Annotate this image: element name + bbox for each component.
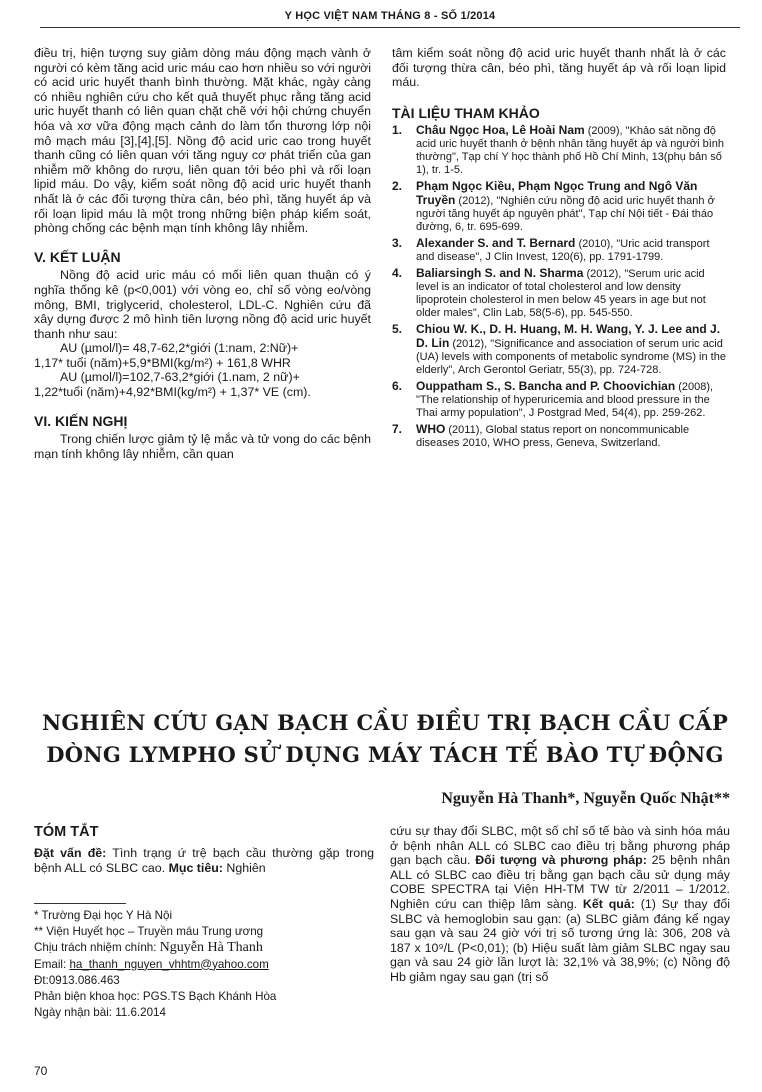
- formula-1-line-2: 1,17* tuổi (năm)+5,9*BMI(kg/m²) + 161,8 WHR: [34, 355, 291, 370]
- reference-authors: Ouppatham S., S. Bancha and P. Choovichian: [416, 379, 676, 394]
- reference-body: [416, 180, 726, 234]
- references-heading: TÀI LIỆU THAM KHẢO: [392, 104, 540, 121]
- abstract-heading: TÓM TẮT: [34, 824, 99, 840]
- reference-authors: Chiou W. K., D. H. Huang, M. H. Wang, Y. J. Lee and J. D. Lin: [416, 322, 721, 351]
- reference-number: 3.: [392, 236, 403, 251]
- reference-details: (2012), "Serum uric acid level is an indicator of total cholesterol and low density lipoprotein cholesterol in men below 45 years in age but not older males", Clin Lab, 58(5-6), pp. 545-550.: [416, 268, 706, 320]
- reference-number: 4.: [392, 266, 403, 281]
- reference-body: [416, 237, 726, 264]
- reference-authors: WHO: [416, 422, 446, 437]
- abstract-methods: 25 bệnh nhân ALL có SLBC cao điều trị bằng gạn bạch cầu sử dụng máy COBE SPECTRA tại Viện HH-TM TW từ 2/2011 – 1/2012. Nghiên cứu can thiệp lâm sàng.: [390, 853, 730, 911]
- corresponding-name: Nguyễn Hà Thanh: [159, 940, 263, 956]
- abstract-objective: Nghiên: [222, 860, 266, 875]
- continued-paragraph: điều trị, hiện tượng suy giảm dòng máu động mạch vành ở người có kèm tăng acid uric máu cao hơn nhiều so với người có acid uric huyết thanh bình thường. Mặt khác, ngày càng có nhiều nghiên cứu cho kết quả thuyết phục rằng tăng acid uric huyết thanh có liên quan chặt chẽ với hội chứng chuyển hóa và xơ vữa động mạch cảnh do làm tổn thương lớp nội mô mạch máu [3],[4],[5]. Nồng độ acid uric cao trong huyết thanh cũng có liên quan với tăng nguy cơ phát triển của gan nhiễm mỡ không do rượu, liên quan tới béo phì và rối loạn lipid máu. Do vậy, kiểm soát nồng độ acid uric huyết thanh nhất là ở các đối tượng thừa cân, béo phì, tăng huyết áp và rối loạn lipid máu là một trong những biện pháp kiểm soát, phòng chống các bệnh mạn tính không lây nhiễm.: [34, 46, 371, 236]
- abstract-label-methods: Đối tượng và phương pháp:: [475, 853, 647, 868]
- article-authors: Nguyễn Hà Thanh*, Nguyễn Quốc Nhật**: [441, 790, 730, 807]
- reviewer-line: Phản biện khoa học: PGS.TS Bạch Khánh Hòa: [34, 990, 277, 1004]
- reference-details: (2010), "Uric acid transport and disease", J Clin Invest, 120(6), pp. 1791-1799.: [416, 238, 710, 264]
- abstract-column-2: [390, 824, 730, 985]
- reference-details: (2012), "Nghiên cứu nồng độ acid uric huyết thanh ở người tăng huyết áp nguyên phát", Tạp chí Nội tiết - Đái tháo đường, 6, tr. 695-699.: [416, 195, 715, 234]
- affiliation-1: * Trường Đại học Y Hà Nội: [34, 909, 173, 922]
- corresponding-author: [34, 940, 374, 956]
- running-header: Y HỌC VIỆT NAM THÁNG 8 - SỐ 1/2014: [40, 6, 740, 28]
- conclusion-text: Nồng độ acid uric máu có mối liên quan thuận có ý nghĩa thống kê (p<0,001) với vòng eo, chỉ số vòng eo/vòng mông, BMI, triglycerid, cholesterol, LDL-C. Nghiên cứu đã xây dựng được 2 mô hình tiên lượng nồng độ acid uric huyết thanh như sau:: [34, 268, 371, 341]
- reference-details: (2012), "Significance and association of serum uric acid (UA) levels with components of metabolic syndrome (MS) in the elderly", Arch Gerontol Geriatr, 55(3), pp. 724-728.: [416, 338, 726, 377]
- reference-authors: Alexander S. and T. Bernard: [416, 236, 576, 251]
- reference-body: [416, 423, 726, 450]
- abstract-continued: cứu sự thay đổi SLBC, một số chỉ số tế bào và sinh hóa máu ở bệnh nhân ALL có SLBC cao điều trị bằng phương pháp gạn bạch cầu.: [390, 824, 730, 868]
- footnotes: [34, 908, 374, 1021]
- continued-paragraph-2: tâm kiểm soát nồng độ acid uric huyết thanh nhất là ở các đối tượng thừa cân, béo phì, tăng huyết áp và rối loạn lipid máu.: [392, 46, 726, 90]
- formula-2-line-1: AU (µmol/l)=102,7-63,2*giới (1.nam, 2 nữ)+: [60, 370, 300, 385]
- footnote-divider: [34, 903, 126, 904]
- reference-list: [392, 124, 726, 450]
- abstract-results: (1) Sự thay đổi SLBC và hemoglobin sau gạn: (a) SLBC giảm đáng kể ngay sau gạn và sau 24 giờ với trị số tương ứng là: 306, 208 và 187 x 10⁹/L (P<0,01); (b) Hiệu suất làm giảm SLBC ngay sau gạn và sau 24 giờ lần lượt là: 32,1% và 38,9%; (c) Nồng độ Hb giảm ngay sau gạn (trị số: [390, 896, 730, 984]
- abstract-column-1: [34, 846, 374, 875]
- abstract-label-background: Đặt vấn đề:: [34, 846, 107, 860]
- reference-details: (2009), "Khảo sát nồng độ acid uric huyết thanh ở bệnh nhân tăng huyết áp và người bình thường", Tạp chí Y học thành phố Hồ Chí Minh, 13(phụ bản số 1), tr. 1-5.: [416, 125, 725, 177]
- reference-number: 7.: [392, 422, 403, 437]
- phone-line: Đt:0913.086.463: [34, 973, 120, 987]
- reference-item: [392, 237, 726, 264]
- reference-item: [392, 180, 726, 234]
- reference-item: [392, 267, 726, 320]
- email-label: Email:: [34, 957, 70, 971]
- left-column: [34, 46, 371, 461]
- reference-item: [392, 380, 726, 420]
- reference-item: [392, 423, 726, 450]
- reference-body: [416, 124, 726, 177]
- reference-item: [392, 323, 726, 377]
- title-line-1: NGHIÊN CỨU GẠN BẠCH CẦU ĐIỀU TRỊ BẠCH CẦU CẤP: [41, 710, 729, 735]
- title-line-2: DÒNG LYMPHO SỬ DỤNG MÁY TÁCH TẾ BÀO TỰ ĐỘNG: [46, 742, 724, 767]
- abstract-label-objective: Mục tiêu:: [168, 860, 223, 875]
- abstract-background: Tình trạng ứ trệ bạch cầu thường gặp trong bệnh ALL có SLBC cao.: [34, 846, 374, 875]
- article-title: [40, 707, 730, 771]
- reference-authors: Phạm Ngọc Kiều, Phạm Ngọc Trung and Ngô Văn Truyền: [416, 179, 698, 208]
- conclusion-heading: V. KẾT LUẬN: [34, 248, 121, 265]
- reference-number: 1.: [392, 123, 403, 138]
- email-link[interactable]: ha_thanh_nguyen_vhhtm@yahoo.com: [69, 957, 269, 971]
- reference-number: 6.: [392, 379, 403, 394]
- corresponding-label: Chịu trách nhiệm chính:: [34, 941, 160, 955]
- email-line: [34, 957, 374, 973]
- recommendation-text: Trong chiến lược giảm tỷ lệ mắc và tử vong do các bệnh mạn tính không lây nhiễm, cần quan: [34, 432, 371, 461]
- reference-details: (2008), "The relationship of hyperuricemia and blood pressure in the Thai army population", J Postgrad Med, 54(4), pp. 259-262.: [416, 381, 714, 420]
- reference-body: [416, 323, 726, 377]
- page-number: 70: [34, 1064, 48, 1078]
- reference-item: [392, 124, 726, 177]
- received-date: Ngày nhận bài: 11.6.2014: [34, 1006, 166, 1020]
- abstract-label-results: Kết quả:: [582, 896, 635, 911]
- reference-details: (2011), Global status report on noncommunicable diseases 2010, WHO press, Geneva, Switzerland.: [416, 424, 690, 450]
- recommendation-heading: VI. KIẾN NGHỊ: [34, 412, 128, 429]
- reference-authors: Châu Ngọc Hoa, Lê Hoài Nam: [416, 123, 585, 138]
- right-column: [392, 46, 726, 453]
- formula-2-line-2: 1,22*tuổi (năm)+4,92*BMI(kg/m²) + 1,37* VE (cm).: [34, 385, 311, 400]
- reference-authors: Baliarsingh S. and N. Sharma: [416, 266, 584, 281]
- reference-body: [416, 267, 726, 320]
- reference-body: [416, 380, 726, 420]
- affiliation-2: ** Viện Huyết học – Truyền máu Trung ương: [34, 925, 264, 939]
- reference-number: 2.: [392, 179, 403, 194]
- reference-number: 5.: [392, 322, 403, 337]
- formula-1-line-1: AU (µmol/l)= 48,7-62,2*giới (1:nam, 2:Nữ)+: [60, 341, 299, 356]
